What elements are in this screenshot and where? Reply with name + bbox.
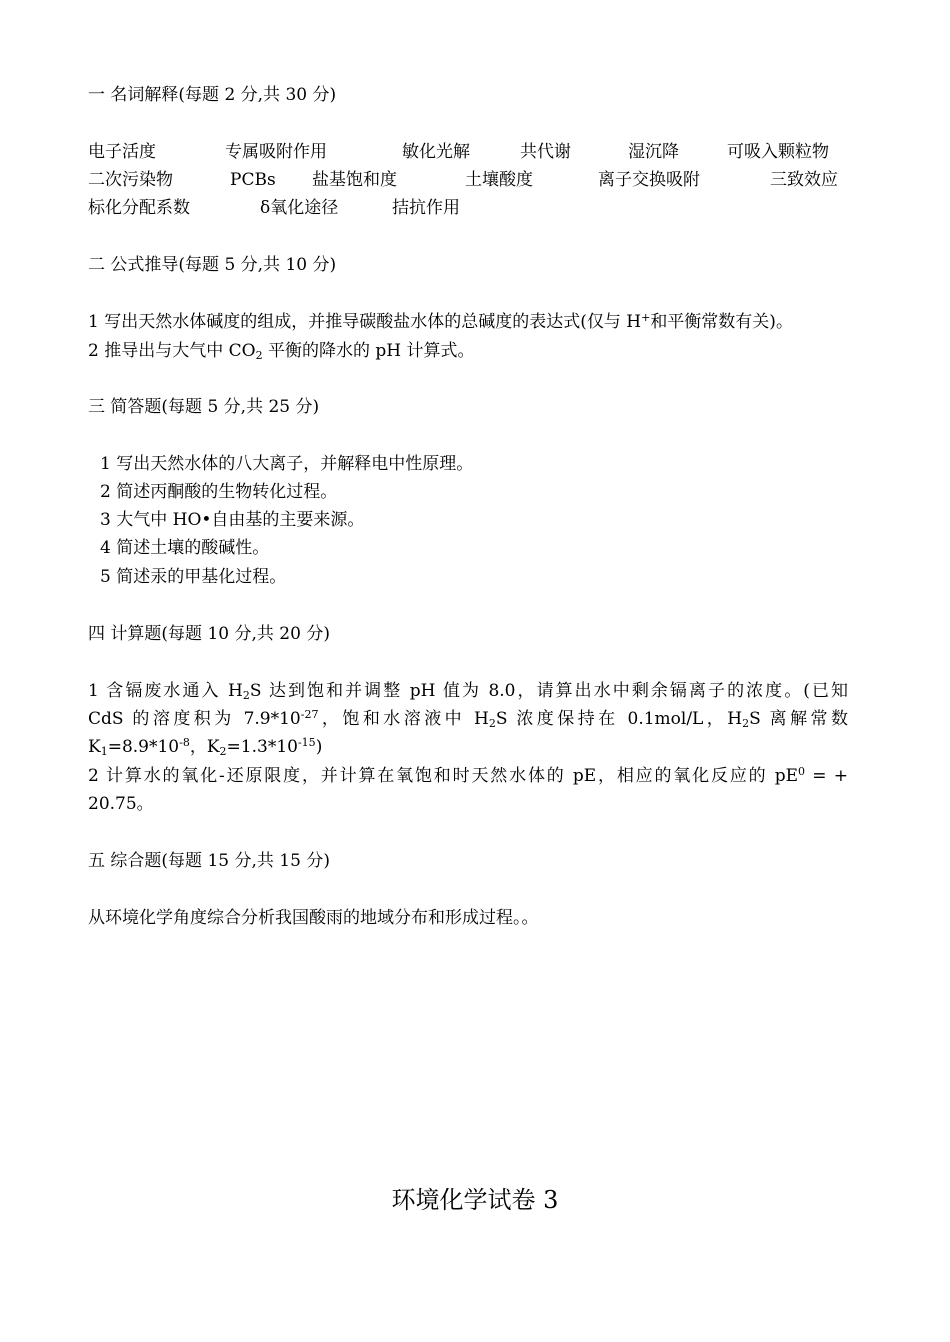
term-item: 盐基饱和度 xyxy=(312,170,397,190)
calc-question-2-line-2: 20.75。 xyxy=(88,794,154,814)
calc-question-1-line-2: CdS 的溶度积为 $7.9*10^{-27}$，饱和水溶液中 $H_2S$ 浓度保持在 0.1mol/L，$H_2S$ 离解常数 xyxy=(88,708,848,730)
term-item: 离子交换吸附 xyxy=(598,170,700,190)
section2-heading: 二 公式推导(每题 5 分,共 10 分) xyxy=(88,255,337,275)
short-answer-item: 3 大气中 HO•自由基的主要来源。 xyxy=(100,510,365,530)
term-item: 标化分配系数 xyxy=(88,198,190,218)
short-answer-item: 4 简述土壤的酸碱性。 xyxy=(100,538,270,558)
section3-heading: 三 简答题(每题 5 分,共 25 分) xyxy=(88,397,320,417)
term-item: 电子活度 xyxy=(88,142,156,162)
term-item: 敏化光解 xyxy=(402,142,470,162)
section5-heading: 五 综合题(每题 15 分,共 15 分) xyxy=(88,851,330,871)
exam-title: 环境化学试卷 3 xyxy=(391,1186,559,1214)
calc-question-1-line-1: 1 含镉废水通入 $H_2S$ 达到饱和并调整 pH 值为 8.0，请算出水中剩余镉离子的浓度。(已知 xyxy=(88,681,848,702)
short-answer-item: 2 简述丙酮酸的生物转化过程。 xyxy=(100,482,338,502)
term-item: 湿沉降 xyxy=(628,142,679,162)
term-item: 土壤酸度 xyxy=(465,170,533,190)
term-item: PCBs xyxy=(230,170,276,190)
term-item: 专属吸附作用 xyxy=(225,142,327,162)
derivation-question-1: 1 写出天然水体碱度的组成，并推导碳酸盐水体的总碱度的表达式(仅与 H+和平衡常数有关)。 xyxy=(88,311,793,332)
comprehensive-question: 从环境化学角度综合分析我国酸雨的地域分布和形成过程。。 xyxy=(88,908,539,928)
short-answer-item: 5 简述汞的甲基化过程。 xyxy=(100,567,287,587)
calc-question-1-line-3: $K_1=8.9*10^{-8}$，$K_2=1.3*10^{-15}$) xyxy=(88,736,323,758)
term-item: 二次污染物 xyxy=(88,170,173,190)
section1-heading: 一 名词解释(每题 2 分,共 30 分) xyxy=(88,85,337,105)
term-item: 拮抗作用 xyxy=(392,198,460,218)
calc-question-2-line-1: 2 计算水的氧化-还原限度，并计算在氧饱和时天然水体的 pE，相应的氧化反应的 $pE^0$ = + xyxy=(88,765,848,786)
section4-heading: 四 计算题(每题 10 分,共 20 分) xyxy=(88,624,330,644)
term-item: 可吸入颗粒物 xyxy=(727,142,829,162)
term-item: 共代谢 xyxy=(520,142,571,162)
short-answer-item: 1 写出天然水体的八大离子，并解释电中性原理。 xyxy=(100,454,474,474)
derivation-question-2: 2 推导出与大气中 $CO_2$ 平衡的降水的 pH 计算式。 xyxy=(88,341,475,362)
term-item: 三致效应 xyxy=(770,170,838,190)
term-item: δ氧化途径 xyxy=(260,198,339,218)
